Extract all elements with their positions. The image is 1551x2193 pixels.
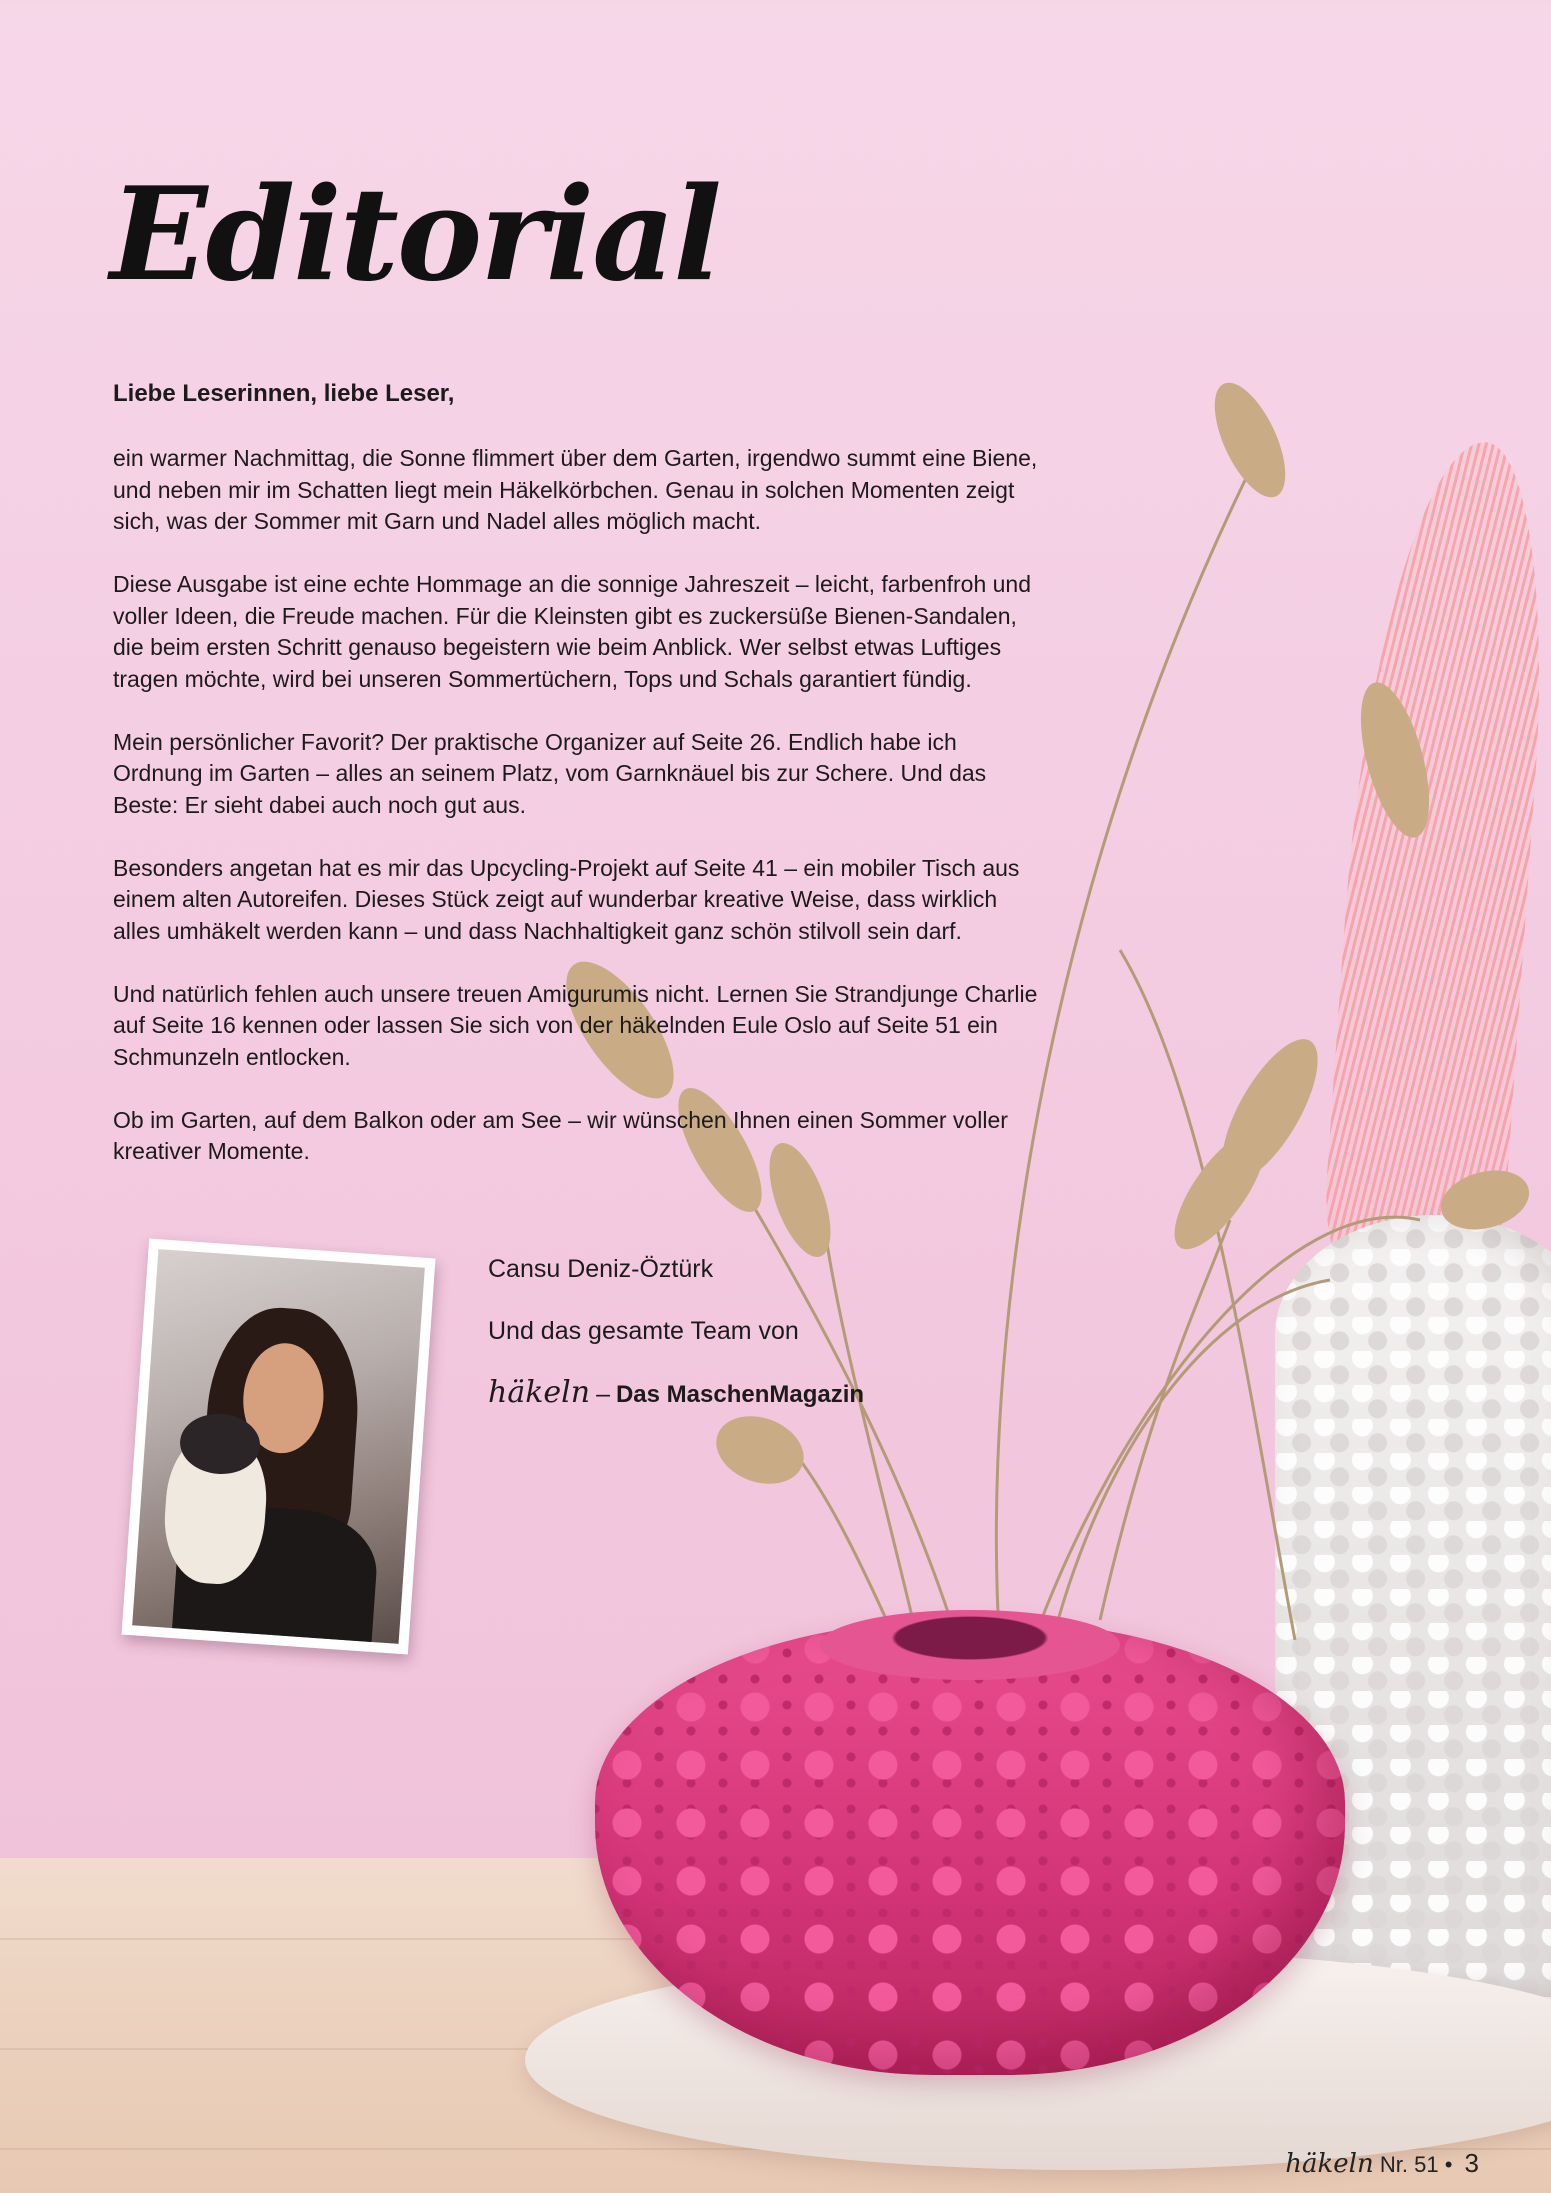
paragraph: Diese Ausgabe ist eine echte Hommage an die sonnige Jahreszeit – leicht, farbenfroh und voller Ideen, die Freude machen. Für die Kleinsten gibt es zuckersüße Bienen-Sandalen, die beim ersten Schritt genauso begeistern wie beim Anblick. Wer selbst etwas Luftiges tragen möchte, wird bei unseren Sommertüchern, Tops und Schals garantiert fündig. bbox=[113, 571, 1032, 692]
basket-opening bbox=[820, 1610, 1120, 1680]
signature-name: Cansu Deniz-Öztürk bbox=[488, 1255, 714, 1283]
separator-dash: – bbox=[596, 1380, 610, 1408]
page-title: Editorial bbox=[110, 160, 720, 310]
paragraph: Besonders angetan hat es mir das Upcycling-Projekt auf Seite 41 – ein mobiler Tisch aus einem alten Autoreifen. Dieses Stück zeigt auf wunderbar kreative Weise, dass wirklich alles umhäkelt werden kann – und dass Nachhaltigkeit ganz schön stilvoll sein darf. bbox=[113, 854, 1020, 944]
magazine-logo-script: häkeln bbox=[488, 1375, 591, 1410]
paragraph: Ob im Garten, auf dem Balkon oder am See – wir wünschen Ihnen einen Sommer voller kreativer Momente. bbox=[113, 1106, 1008, 1164]
pink-crochet-basket bbox=[595, 1620, 1345, 2075]
page-number: 3 bbox=[1464, 2148, 1479, 2178]
footer-bullet: • bbox=[1444, 2152, 1453, 2177]
editor-photo bbox=[122, 1238, 436, 1654]
issue-number: Nr. 51 bbox=[1379, 2152, 1439, 2177]
magazine-name: Das MaschenMagazin bbox=[615, 1381, 865, 1408]
paragraph: Mein persönlicher Favorit? Der praktische Organizer auf Seite 26. Endlich habe ich Ordnung im Garten – alles an seinem Platz, vom Garnknäuel bis zur Schere. Und das Beste: Er sieht dabei auch noch gut aus. bbox=[113, 728, 987, 818]
paragraph: ein warmer Nachmittag, die Sonne flimmert über dem Garten, irgendwo summt eine Biene, und neben mir im Schatten liegt mein Häkelkörbchen. Genau in solchen Momenten zeigt sich, was der Sommer mit Garn und Nadel alles möglich macht. bbox=[113, 445, 1038, 534]
signature-magazine bbox=[488, 1375, 864, 1410]
footer-logo: häkeln bbox=[1285, 2149, 1374, 2179]
page-footer bbox=[1285, 2148, 1479, 2179]
editorial-body bbox=[113, 443, 1048, 1199]
signature-team: Und das gesamte Team von bbox=[488, 1317, 799, 1345]
paragraph: Und natürlich fehlen auch unsere treuen Amigurumis nicht. Lernen Sie Strandjunge Charlie auf Seite 16 kennen oder lassen Sie sich von der häkelnden Eule Oslo auf Seite 51 ein Schmunzeln entlocken. bbox=[113, 980, 1038, 1070]
salutation: Liebe Leserinnen, liebe Leser, bbox=[113, 380, 455, 407]
